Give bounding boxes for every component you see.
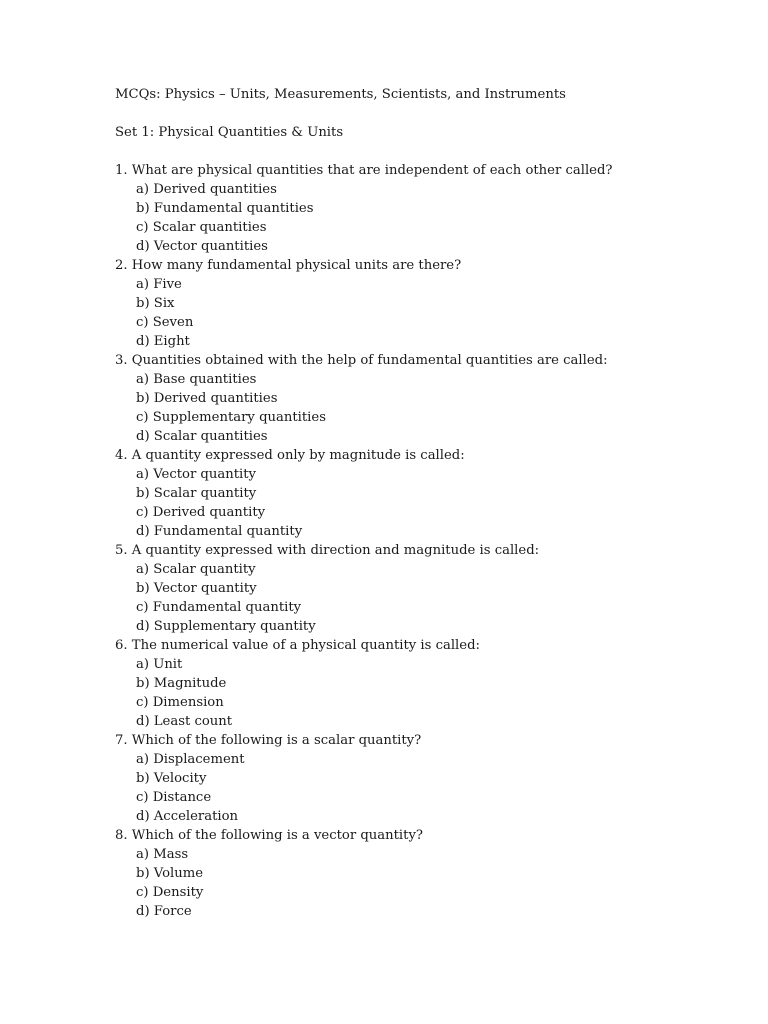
question-8 xyxy=(115,826,728,921)
option-b: b) Magnitude xyxy=(136,676,227,691)
option-a: a) Five xyxy=(136,277,182,292)
question-list xyxy=(115,161,728,921)
question-text: 7. Which of the following is a scalar quantity? xyxy=(115,733,422,748)
option-d: d) Vector quantities xyxy=(136,239,268,254)
option-b: b) Volume xyxy=(136,866,204,881)
option-b: b) Vector quantity xyxy=(136,581,257,596)
option-list xyxy=(115,560,728,636)
option-a: a) Base quantities xyxy=(136,372,257,387)
question-text: 1. What are physical quantities that are independent of each other called? xyxy=(115,163,613,178)
question-text: 2. How many fundamental physical units are there? xyxy=(115,258,462,273)
question-text: 8. Which of the following is a vector quantity? xyxy=(115,828,423,843)
option-a: a) Scalar quantity xyxy=(136,562,256,577)
option-c: c) Fundamental quantity xyxy=(136,600,302,615)
option-list xyxy=(115,465,728,541)
question-3 xyxy=(115,351,728,446)
option-d: d) Force xyxy=(136,904,192,919)
question-2 xyxy=(115,256,728,351)
set-title: Set 1: Physical Quantities & Units xyxy=(115,125,344,140)
option-b: b) Scalar quantity xyxy=(136,486,257,501)
question-text: 4. A quantity expressed only by magnitude is called: xyxy=(115,448,465,463)
question-7 xyxy=(115,731,728,826)
option-c: c) Seven xyxy=(136,315,194,330)
question-text: 3. Quantities obtained with the help of fundamental quantities are called: xyxy=(115,353,608,368)
option-d: d) Acceleration xyxy=(136,809,239,824)
question-1 xyxy=(115,161,728,256)
option-c: c) Derived quantity xyxy=(136,505,266,520)
option-d: d) Least count xyxy=(136,714,233,729)
option-c: c) Scalar quantities xyxy=(136,220,267,235)
option-a: a) Vector quantity xyxy=(136,467,256,482)
option-list xyxy=(115,845,728,921)
option-c: c) Distance xyxy=(136,790,212,805)
option-d: d) Eight xyxy=(136,334,190,349)
option-a: a) Mass xyxy=(136,847,189,862)
question-text: 5. A quantity expressed with direction and magnitude is called: xyxy=(115,543,540,558)
option-c: c) Density xyxy=(136,885,204,900)
option-c: c) Supplementary quantities xyxy=(136,410,326,425)
option-b: b) Fundamental quantities xyxy=(136,201,314,216)
option-list xyxy=(115,275,728,351)
question-4 xyxy=(115,446,728,541)
option-b: b) Six xyxy=(136,296,175,311)
option-a: a) Unit xyxy=(136,657,183,672)
document-title: MCQs: Physics – Units, Measurements, Scientists, and Instruments xyxy=(115,87,566,102)
option-list xyxy=(115,180,728,256)
option-d: d) Scalar quantities xyxy=(136,429,268,444)
option-list xyxy=(115,750,728,826)
option-d: d) Supplementary quantity xyxy=(136,619,316,634)
option-b: b) Velocity xyxy=(136,771,207,786)
option-list xyxy=(115,370,728,446)
question-6 xyxy=(115,636,728,731)
question-5 xyxy=(115,541,728,636)
option-d: d) Fundamental quantity xyxy=(136,524,303,539)
question-text: 6. The numerical value of a physical quantity is called: xyxy=(115,638,480,653)
option-b: b) Derived quantities xyxy=(136,391,278,406)
option-list xyxy=(115,655,728,731)
option-c: c) Dimension xyxy=(136,695,224,710)
option-a: a) Derived quantities xyxy=(136,182,277,197)
option-a: a) Displacement xyxy=(136,752,245,767)
